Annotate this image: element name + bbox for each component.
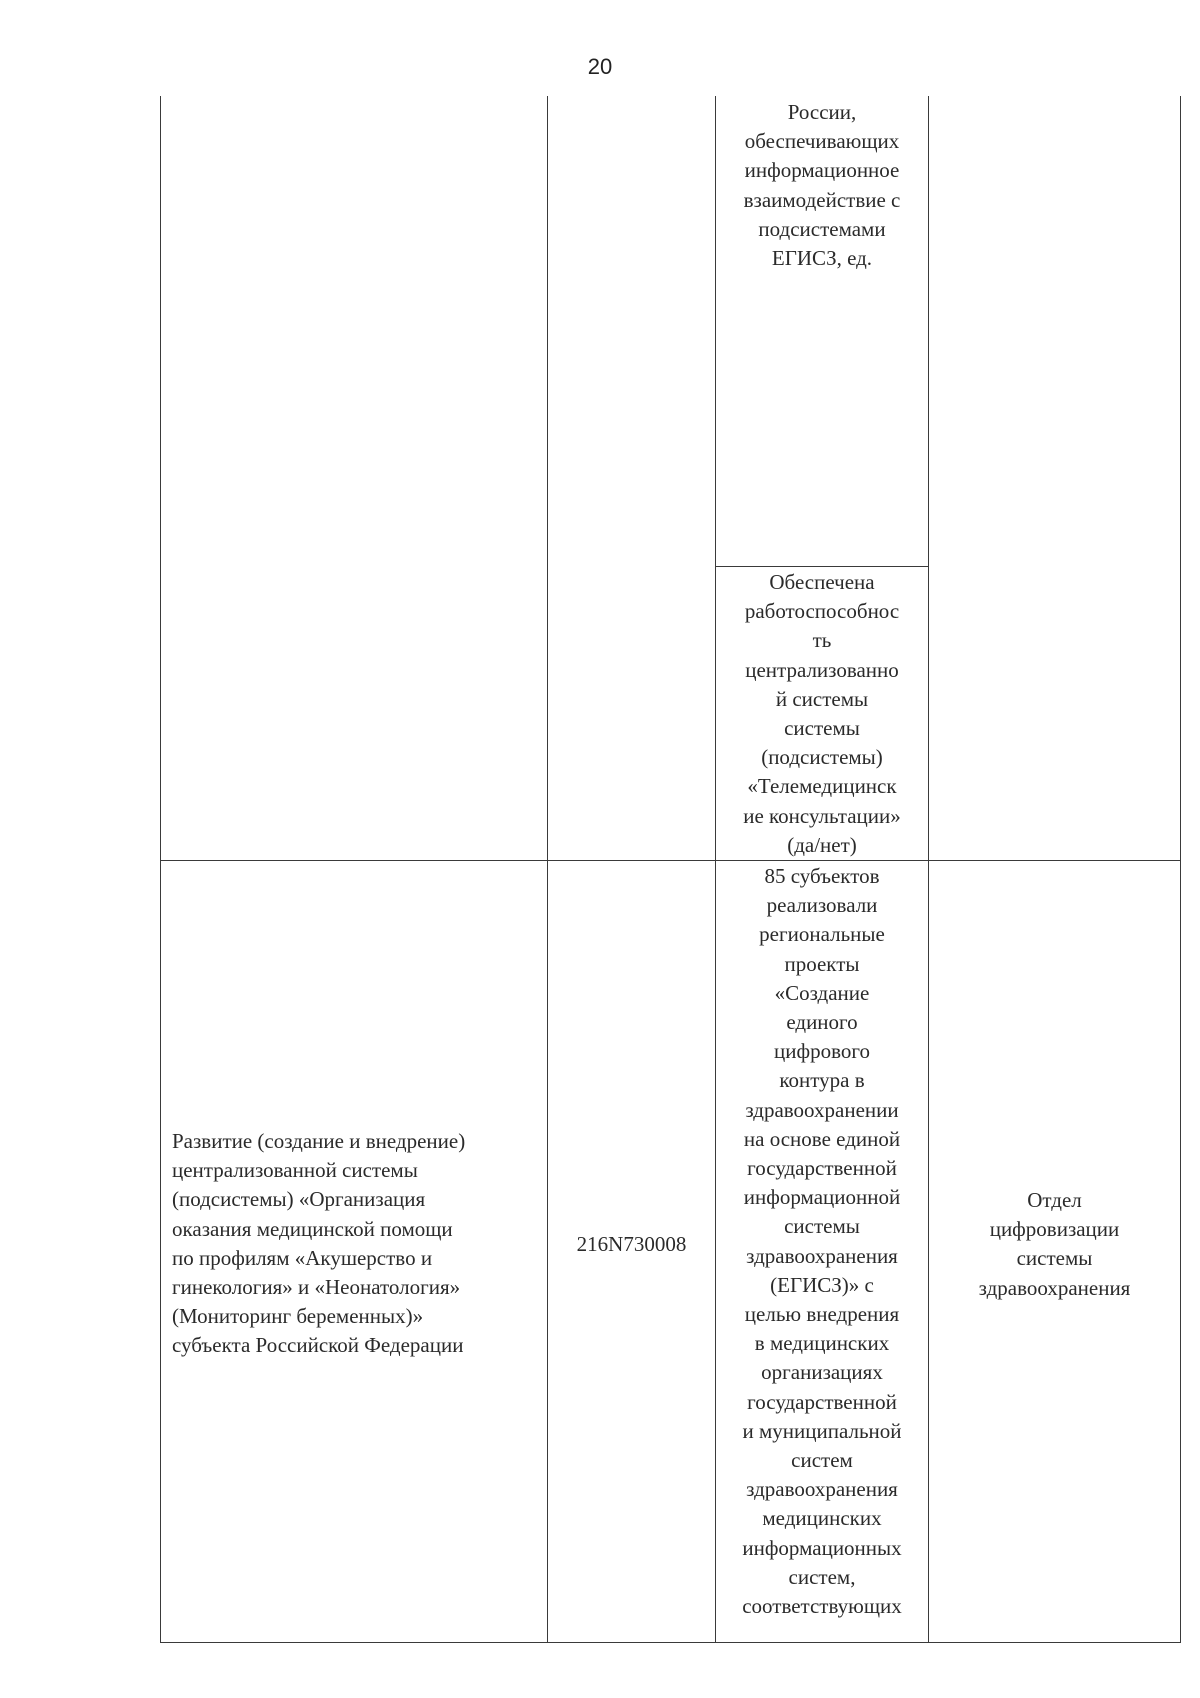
table-cell-name: Развитие (создание и внедрение) централизованной системы (подсистемы) «Организация оказания медицинской помощи по профилям «Акушерство и гинекология» и «Неонатология» (Мониторинг беременных)» субъекта Российской Федерации — [172, 1129, 466, 1358]
table-border-col3 — [928, 96, 929, 1642]
table-border-bottom — [160, 1642, 1181, 1643]
table-cell-code: 216N730008 — [576, 1232, 687, 1256]
table-border-left — [160, 96, 161, 1642]
table-border-right — [1180, 96, 1181, 1642]
table-cell-responsible: Отдел цифровизации системы здравоохранения — [978, 1188, 1131, 1300]
table-border-col1 — [547, 96, 548, 1642]
table-cell-indicator: Обеспечена работоспособнос ть централизованно й системы системы (подсистемы) «Телемедицинск ие консультации» (да/нет) — [743, 570, 901, 857]
table-border-subrow — [715, 566, 928, 567]
table-border-row — [160, 860, 1181, 861]
page-number: 20 — [587, 54, 613, 79]
table-cell-indicator: 85 субъектов реализовали региональные проекты «Создание единого цифрового контура в здравоохранении на основе единой государственной информационной системы здравоохранения (ЕГИСЗ)» с целью внедрения в медицинских организациях государственной и муниципальной систем здравоохранения медицинских информационных систем, соответствующих — [742, 864, 902, 1619]
table-cell-indicator: России, обеспечивающих информационное взаимодействие с подсистемами ЕГИСЗ, ед. — [743, 100, 901, 271]
